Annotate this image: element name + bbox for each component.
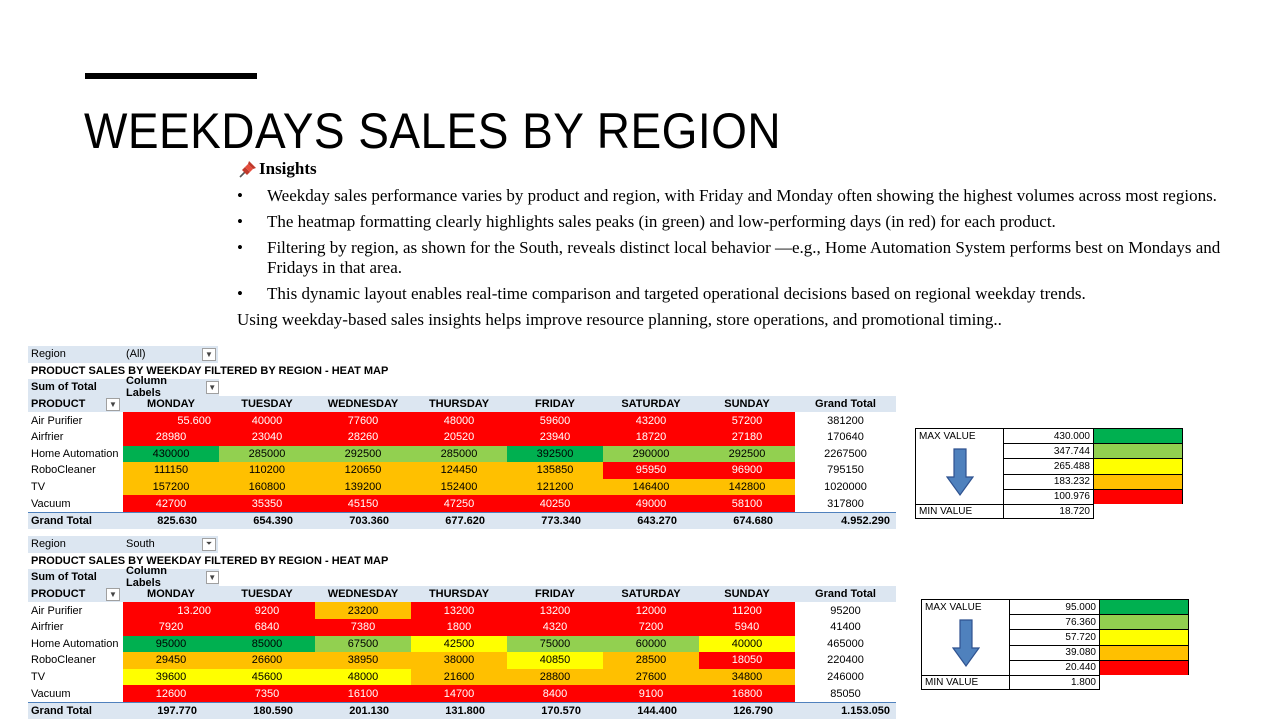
- row-grand-total: 95200: [830, 604, 861, 617]
- column-header: SATURDAY: [621, 588, 681, 601]
- row-grand-total: 220400: [827, 654, 864, 667]
- filter-row: [28, 536, 896, 553]
- heatmap-cell: 5940: [699, 619, 795, 636]
- grand-total-row: [28, 512, 896, 529]
- arrow-down-icon: [952, 618, 980, 671]
- heatmap-cell: 45150: [315, 495, 411, 512]
- column-total: 773.340: [541, 514, 581, 527]
- column-total: 197.770: [157, 704, 197, 717]
- arrow-container: [915, 443, 1004, 504]
- legend-threshold-value: 430.000: [1004, 428, 1094, 443]
- table-row: [28, 669, 896, 686]
- product-name: Airfrier: [28, 619, 123, 636]
- pushpin-icon: [237, 158, 259, 180]
- heatmap-cell: 110200: [219, 462, 315, 479]
- row-header-product[interactable]: [28, 396, 123, 413]
- heatmap-cell: 6840: [219, 619, 315, 636]
- column-labels-select[interactable]: [123, 375, 219, 400]
- pivot-title: PRODUCT SALES BY WEEKDAY FILTERED BY REGION - HEAT MAP: [31, 554, 389, 567]
- column-total: 654.390: [253, 514, 293, 527]
- legend-threshold-value: 39.080: [1010, 645, 1100, 660]
- heatmap-cell: 142800: [699, 479, 795, 496]
- grand-total-value: 1.153.050: [841, 704, 890, 717]
- heatmap-cell: 26600: [219, 652, 315, 669]
- pivot-title: PRODUCT SALES BY WEEKDAY FILTERED BY REGION - HEAT MAP: [31, 364, 389, 377]
- heatmap-cell: 392500: [507, 446, 603, 463]
- heatmap-cell: 23040: [219, 429, 315, 446]
- table-row: [28, 479, 896, 496]
- row-header-product[interactable]: [28, 586, 123, 603]
- grand-total-header: Grand Total: [815, 398, 876, 411]
- heatmap-cell: 290000: [603, 446, 699, 463]
- heatmap-cell: 7380: [315, 619, 411, 636]
- heatmap-cell: 48000: [411, 412, 507, 429]
- legend-color-swatch: [1100, 660, 1189, 675]
- filter-value: South: [126, 538, 155, 551]
- product-name: TV: [28, 479, 123, 496]
- heatmap-legend-all: [915, 428, 1183, 519]
- grand-total-label: Grand Total: [31, 704, 92, 717]
- column-total: 201.130: [349, 704, 389, 717]
- row-grand-total: 795150: [827, 464, 864, 477]
- row-grand-total: 85050: [830, 687, 861, 700]
- legend-row: [921, 675, 1189, 690]
- row-grand-total: 246000: [827, 671, 864, 684]
- heatmap-cell: 121200: [507, 479, 603, 496]
- heatmap-cell: 42500: [411, 636, 507, 653]
- pivot-table-south: [28, 536, 896, 719]
- dropdown-icon[interactable]: ▼: [106, 588, 120, 601]
- grand-total-header: Grand Total: [815, 588, 876, 601]
- heatmap-cell: 77600: [315, 412, 411, 429]
- heatmap-cell: 67500: [315, 636, 411, 653]
- heatmap-cell: 28260: [315, 429, 411, 446]
- product-name: Vacuum: [28, 495, 123, 512]
- heatmap-cell: 1800: [411, 619, 507, 636]
- filter-row: [28, 346, 896, 363]
- column-header: WEDNESDAY: [327, 398, 399, 411]
- column-header: SUNDAY: [724, 588, 770, 601]
- dropdown-icon[interactable]: ▼: [206, 571, 220, 584]
- product-name: TV: [28, 669, 123, 686]
- column-labels: Column Labels: [126, 375, 167, 400]
- heatmap-cell: 45600: [219, 669, 315, 686]
- column-total: 703.360: [349, 514, 389, 527]
- heatmap-cell: 16100: [315, 685, 411, 702]
- heatmap-cell: 42700: [123, 495, 219, 512]
- legend-threshold-value: 1.800: [1010, 675, 1100, 690]
- product-name: Vacuum: [28, 685, 123, 702]
- product-name: RoboCleaner: [28, 652, 123, 669]
- heatmap-cell: 111150: [123, 462, 219, 479]
- product-name: Air Purifier: [28, 602, 123, 619]
- legend-threshold-value: 95.000: [1010, 599, 1100, 614]
- column-total: 643.270: [637, 514, 677, 527]
- table-row: [28, 412, 896, 429]
- row-grand-total: 381200: [827, 414, 864, 427]
- heatmap-cell: 18050: [699, 652, 795, 669]
- legend-threshold-value: 347.744: [1004, 443, 1094, 458]
- column-header: TUESDAY: [241, 398, 293, 411]
- sum-of-total-row: [28, 565, 896, 590]
- heatmap-cell: 40000: [699, 636, 795, 653]
- heatmap-cell: 152400: [411, 479, 507, 496]
- legend-threshold-value: 76.360: [1010, 614, 1100, 629]
- heatmap-cell: 40250: [507, 495, 603, 512]
- legend-threshold-value: 183.232: [1004, 474, 1094, 489]
- table-row: [28, 446, 896, 463]
- heatmap-cell: 146400: [603, 479, 699, 496]
- insights-heading-text: Insights: [259, 159, 317, 178]
- heatmap-cell: 9200: [219, 602, 315, 619]
- heatmap-cell: 23200: [315, 602, 411, 619]
- heatmap-cell: 29450: [123, 652, 219, 669]
- table-row: [28, 495, 896, 512]
- heatmap-cell: 38000: [411, 652, 507, 669]
- title-accent-bar: [85, 73, 257, 79]
- pivot-header-row: [28, 396, 896, 413]
- heatmap-cell: 13.200: [123, 602, 219, 619]
- column-labels-select[interactable]: [123, 565, 219, 590]
- column-header: SATURDAY: [621, 398, 681, 411]
- grand-total-row: [28, 702, 896, 719]
- heatmap-cell: 292500: [315, 446, 411, 463]
- max-value-label: MAX VALUE: [915, 428, 1004, 443]
- heatmap-cell: 4320: [507, 619, 603, 636]
- grand-total-label: Grand Total: [31, 514, 92, 527]
- table-row: [28, 429, 896, 446]
- legend-threshold-value: 18.720: [1004, 504, 1094, 519]
- table-row: [28, 619, 896, 636]
- column-total: 170.570: [541, 704, 581, 717]
- table-row: [28, 602, 896, 619]
- sum-of-total-row: [28, 375, 896, 400]
- heatmap-cell: 12000: [603, 602, 699, 619]
- column-header: SUNDAY: [724, 398, 770, 411]
- arrow-down-icon: [946, 447, 974, 500]
- insight-bullet: • The heatmap formatting clearly highlights sales peaks (in green) and low-performing days (in red) for each product.: [237, 212, 1247, 232]
- heatmap-cell: 48000: [315, 669, 411, 686]
- filter-value-select[interactable]: [123, 536, 218, 553]
- insights-summary: Using weekday-based sales insights helps improve resource planning, store operations, and promotional timing..: [237, 310, 1002, 329]
- table-row: [28, 462, 896, 479]
- sum-label: Sum of Total: [28, 379, 123, 396]
- column-header: MONDAY: [147, 398, 195, 411]
- heatmap-cell: 135850: [507, 462, 603, 479]
- heatmap-cell: 20520: [411, 429, 507, 446]
- legend-threshold-value: 57.720: [1010, 629, 1100, 644]
- row-grand-total: 317800: [827, 497, 864, 510]
- legend-color-swatch: [1094, 489, 1183, 504]
- legend-color-swatch: [1094, 443, 1183, 458]
- heatmap-cell: 292500: [699, 446, 795, 463]
- row-grand-total: 465000: [827, 637, 864, 650]
- heatmap-cell: 13200: [507, 602, 603, 619]
- dropdown-icon[interactable]: ▼: [202, 348, 216, 361]
- min-value-label: MIN VALUE: [921, 675, 1010, 690]
- heatmap-cell: 7350: [219, 685, 315, 702]
- column-header: THURSDAY: [428, 588, 490, 601]
- slide-title: WEEKDAYS SALES BY REGION: [84, 103, 782, 159]
- column-labels: Column Labels: [126, 565, 167, 590]
- legend-color-swatch: [1094, 474, 1183, 489]
- heatmap-cell: 85000: [219, 636, 315, 653]
- heatmap-cell: 18720: [603, 429, 699, 446]
- heatmap-cell: 27180: [699, 429, 795, 446]
- arrow-container: [921, 614, 1010, 675]
- heatmap-cell: 59600: [507, 412, 603, 429]
- insights-heading: [237, 158, 1247, 180]
- product-name: Airfrier: [28, 429, 123, 446]
- column-total: 131.800: [445, 704, 485, 717]
- heatmap-cell: 95950: [603, 462, 699, 479]
- heatmap-cell: 9100: [603, 685, 699, 702]
- filter-label: Region: [28, 536, 123, 553]
- heatmap-cell: 8400: [507, 685, 603, 702]
- heatmap-legend-south: [921, 599, 1189, 690]
- table-row: [28, 652, 896, 669]
- heatmap-cell: 39600: [123, 669, 219, 686]
- column-header: THURSDAY: [428, 398, 490, 411]
- filter-funnel-icon[interactable]: ⏷: [202, 538, 216, 551]
- heatmap-cell: 60000: [603, 636, 699, 653]
- insight-bullet: • Filtering by region, as shown for the South, reveals distinct local behavior —e.g., Home Automation System performs best on Mondays and Fridays in that area.: [237, 238, 1247, 278]
- min-value-label: MIN VALUE: [915, 504, 1004, 519]
- heatmap-cell: 38950: [315, 652, 411, 669]
- grand-total-value: 4.952.290: [841, 514, 890, 527]
- heatmap-cell: 95000: [123, 636, 219, 653]
- heatmap-cell: 11200: [699, 602, 795, 619]
- legend-color-swatch: [1100, 614, 1189, 629]
- heatmap-cell: 124450: [411, 462, 507, 479]
- insights-section: [237, 158, 1247, 330]
- heatmap-cell: 34800: [699, 669, 795, 686]
- heatmap-cell: 96900: [699, 462, 795, 479]
- product-name: RoboCleaner: [28, 462, 123, 479]
- insights-list: [237, 186, 1247, 304]
- legend-color-swatch: [1094, 428, 1183, 443]
- row-grand-total: 1020000: [824, 481, 867, 494]
- table-row: [28, 685, 896, 702]
- pivot-header-row: [28, 586, 896, 603]
- product-name: Air Purifier: [28, 412, 123, 429]
- row-grand-total: 170640: [827, 431, 864, 444]
- heatmap-cell: 23940: [507, 429, 603, 446]
- heatmap-cell: 16800: [699, 685, 795, 702]
- column-header: WEDNESDAY: [327, 588, 399, 601]
- legend-color-swatch: [1100, 629, 1189, 644]
- column-total: 144.400: [637, 704, 677, 717]
- legend-row: [921, 599, 1189, 614]
- insight-bullet: • Weekday sales performance varies by product and region, with Friday and Monday often showing the highest volumes across most regions.: [237, 186, 1247, 206]
- sum-label: Sum of Total: [28, 569, 123, 586]
- legend-color-swatch: [1100, 645, 1189, 660]
- table-row: [28, 636, 896, 653]
- row-header-label: PRODUCT: [31, 398, 86, 411]
- legend-threshold-value: 100.976: [1004, 489, 1094, 504]
- legend-row: [915, 428, 1183, 443]
- heatmap-cell: 285000: [219, 446, 315, 463]
- column-total: 180.590: [253, 704, 293, 717]
- column-header: TUESDAY: [241, 588, 293, 601]
- product-name: Home Automation: [28, 446, 123, 463]
- dropdown-icon[interactable]: ▼: [106, 398, 120, 411]
- heatmap-cell: 58100: [699, 495, 795, 512]
- insight-bullet: • This dynamic layout enables real-time comparison and targeted operational decisions based on regional weekday trends.: [237, 284, 1247, 304]
- heatmap-cell: 120650: [315, 462, 411, 479]
- column-header: MONDAY: [147, 588, 195, 601]
- heatmap-cell: 7200: [603, 619, 699, 636]
- max-value-label: MAX VALUE: [921, 599, 1010, 614]
- row-grand-total: 41400: [830, 621, 861, 634]
- product-name: Home Automation: [28, 636, 123, 653]
- heatmap-cell: 13200: [411, 602, 507, 619]
- filter-value: (All): [126, 348, 146, 361]
- legend-color-swatch: [1094, 458, 1183, 473]
- pivot-table-all-regions: [28, 346, 896, 529]
- column-total: 674.680: [733, 514, 773, 527]
- column-total: 677.620: [445, 514, 485, 527]
- heatmap-cell: 157200: [123, 479, 219, 496]
- heatmap-cell: 21600: [411, 669, 507, 686]
- heatmap-cell: 35350: [219, 495, 315, 512]
- column-total: 126.790: [733, 704, 773, 717]
- heatmap-cell: 430000: [123, 446, 219, 463]
- filter-label: Region: [28, 346, 123, 363]
- column-header: FRIDAY: [535, 588, 575, 601]
- legend-threshold-value: 265.488: [1004, 458, 1094, 473]
- heatmap-cell: 160800: [219, 479, 315, 496]
- heatmap-cell: 57200: [699, 412, 795, 429]
- heatmap-cell: 49000: [603, 495, 699, 512]
- dropdown-icon[interactable]: ▼: [206, 381, 220, 394]
- heatmap-cell: 43200: [603, 412, 699, 429]
- heatmap-cell: 40000: [219, 412, 315, 429]
- legend-row: [915, 504, 1183, 519]
- row-grand-total: 2267500: [824, 447, 867, 460]
- column-header: FRIDAY: [535, 398, 575, 411]
- row-header-label: PRODUCT: [31, 588, 86, 601]
- heatmap-cell: 40850: [507, 652, 603, 669]
- column-total: 825.630: [157, 514, 197, 527]
- heatmap-cell: 47250: [411, 495, 507, 512]
- heatmap-cell: 75000: [507, 636, 603, 653]
- heatmap-cell: 28800: [507, 669, 603, 686]
- heatmap-cell: 27600: [603, 669, 699, 686]
- legend-threshold-value: 20.440: [1010, 660, 1100, 675]
- heatmap-cell: 12600: [123, 685, 219, 702]
- heatmap-cell: 28500: [603, 652, 699, 669]
- legend-color-swatch: [1100, 599, 1189, 614]
- filter-value-select[interactable]: [123, 346, 218, 363]
- heatmap-cell: 7920: [123, 619, 219, 636]
- heatmap-cell: 55.600: [123, 412, 219, 429]
- heatmap-cell: 14700: [411, 685, 507, 702]
- heatmap-cell: 285000: [411, 446, 507, 463]
- heatmap-cell: 139200: [315, 479, 411, 496]
- heatmap-cell: 28980: [123, 429, 219, 446]
